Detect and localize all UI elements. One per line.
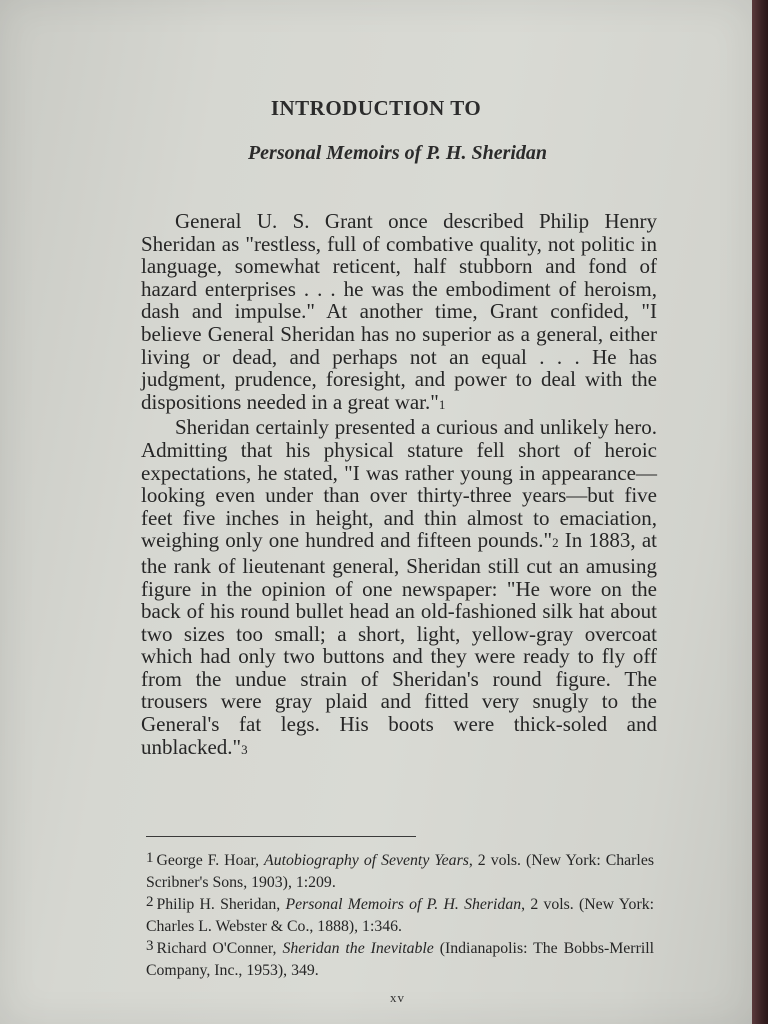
footnote-3-number: 3 <box>146 938 154 954</box>
footnote-1-details: , 2 vols. (New York: Charles Scribner's Sons, 1903), 1:209. <box>146 852 654 891</box>
book-cover-edge <box>752 0 768 1024</box>
footnote-ref-3: 3 <box>241 741 248 757</box>
paragraph-1-text: General U. S. Grant once described Philip Henry Sheridan as "restless, full of combative quality, not politic in language, somewhat reticent, half stubborn and fond of hazard enterprises . . . he was the embodiment of heroism, dash and impulse." At another time, Grant confided, "I believe General Sheridan has no superior as a general, either living or dead, and perhaps not an equal . . . He has judgment, prudence, foresight, and power to deal with the dispositions needed in a great war." <box>141 209 657 414</box>
body-text <box>141 210 657 761</box>
footnote-2 <box>146 894 654 938</box>
footnote-1-author: George F. Hoar, <box>156 852 265 869</box>
paragraph-1 <box>141 210 657 416</box>
footnote-1-title: Autobiography of Seventy Years <box>264 852 469 869</box>
footnote-ref-1: 1 <box>438 396 446 412</box>
paragraph-2-text-b: In 1883, at the rank of lieutenant general, Sheridan still cut an amusing figure in the opinion of one newspaper: "He wore on the back of his round bullet head an old-fashioned silk hat about two sizes too small; a short, light, yellow-gray overcoat which had only two buttons and they were ready to fly off from the undue strain of Sheridan's round figure. The trousers were gray plaid and fitted very snugly to the General's fat legs. His boots were thick-soled and unblacked." <box>141 528 657 759</box>
footnote-ref-2: 2 <box>552 535 559 551</box>
paragraph-2-text-a: Sheridan certainly presented a curious and unlikely hero. Admitting that his physical stature fell short of heroic expectations, he stated, "I was rather young in appearance—looking even under than over thirty-three years—but five feet five inches in height, and thin almost to emaciation, weighing only one hundred and fifteen pounds." <box>141 415 657 553</box>
footnote-3-author: Richard O'Conner, <box>156 940 283 957</box>
footnotes <box>146 850 654 982</box>
paragraph-2 <box>141 416 657 761</box>
footnote-2-title: Personal Memoirs of P. H. Sheridan <box>285 896 522 913</box>
footnote-1 <box>146 850 654 894</box>
chapter-heading: INTRODUCTION TO <box>270 96 482 120</box>
footnote-2-author: Philip H. Sheridan, <box>156 896 286 913</box>
footnote-2-number: 2 <box>146 894 154 910</box>
footnote-3 <box>146 938 654 982</box>
footnote-1-number: 1 <box>146 850 154 866</box>
footnote-3-details: (Indianapolis: The Bobbs-Merrill Company, Inc., 1953), 349. <box>146 940 654 979</box>
footnote-3-title: Sheridan the Inevitable <box>282 940 434 957</box>
footnote-2-details: , 2 vols. (New York: Charles L. Webster & Co., 1888), 1:346. <box>146 896 655 935</box>
chapter-subheading: Personal Memoirs of P. H. Sheridan <box>247 142 548 164</box>
page-number: xv <box>390 990 405 1005</box>
footnote-divider <box>146 836 416 837</box>
